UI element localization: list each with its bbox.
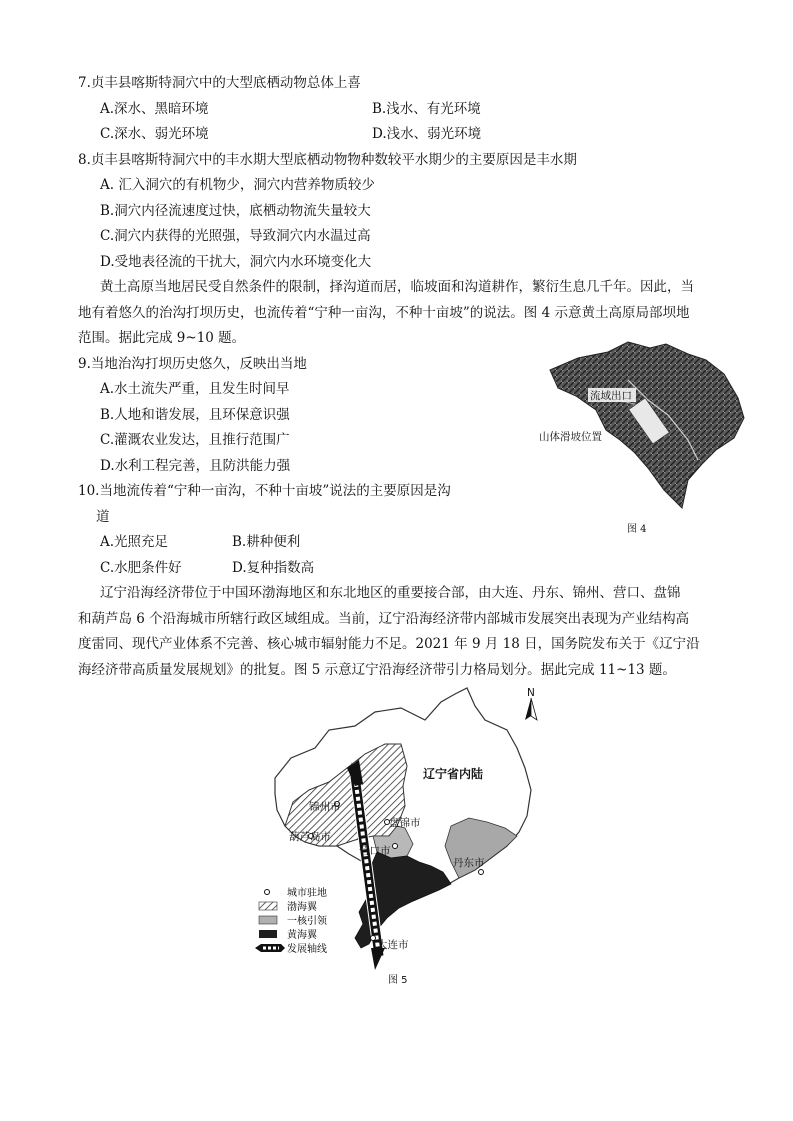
q7-stem: 7.贞丰县喀斯特洞穴中的大型底栖动物总体上喜 <box>78 75 361 91</box>
legend-huanghai: 黄海翼 <box>287 930 317 941</box>
q8-option-d: D.受地表径流的干扰大，洞穴内水环境变化大 <box>100 254 372 270</box>
legend-core: 一核引领 <box>287 916 327 927</box>
figure-4 <box>538 340 748 510</box>
q10-option-a: A.光照充足 <box>100 534 169 550</box>
q8-option-b: B.洞穴内径流速度过快，底栖动物流失量较大 <box>100 203 371 219</box>
fig5-label-jinzhou: 锦州市 <box>309 801 341 813</box>
fig5-legend <box>255 886 328 955</box>
q7-option-d: D.浅水、弱光环境 <box>372 126 482 142</box>
q9-option-c: C.灌溉农业发达，且推行范围广 <box>100 432 290 448</box>
passage2-line3: 范围。据此完成 9~10 题。 <box>78 330 246 346</box>
fig5-label-yingkou: 营口市 <box>359 845 391 857</box>
q10-option-b: B.耕种便利 <box>232 534 301 550</box>
fig4-label-outlet: 流域出口 <box>590 390 632 402</box>
q7-option-a: A.深水、黑暗环境 <box>100 101 209 117</box>
fig5-label-huludao: 葫芦岛市 <box>289 831 331 843</box>
legend-axis: 发展轴线 <box>287 944 327 955</box>
passage3-line3: 度雷同、现代产业体系不完善、核心城市辐射能力不足。2021 年 9 月 18 日，国务院发布关于《辽宁沿 <box>78 636 700 652</box>
passage3-line2: 和葫芦岛 6 个沿海城市所辖行政区域组成。当前，辽宁沿海经济带内部城市发展突出表现为产业结构高 <box>78 611 690 627</box>
fig4-relief-map <box>538 340 748 510</box>
q10-option-d: D.复种指数高 <box>232 560 315 576</box>
legend-city: 城市驻地 <box>287 888 327 899</box>
fig5-label-inland: 辽宁省内陆 <box>423 767 484 781</box>
q9-stem: 9.当地治沟打坝历史悠久，反映出当地 <box>78 356 307 372</box>
fig5-city-marker-dalian <box>371 936 376 941</box>
q7-option-c: C.深水、弱光环境 <box>100 126 209 142</box>
passage2-line1: 黄土高原当地居民受自然条件的限制，择沟道而居，临坡面和沟道耕作，繁衍生息几千年。因此，当 <box>100 279 694 295</box>
figure-5 <box>255 686 555 976</box>
q9-option-a: A.水土流失严重，且发生时间早 <box>100 381 290 397</box>
q8-option-c: C.洞穴内获得的光照强，导致洞穴内水温过高 <box>100 228 371 244</box>
passage3-line4: 海经济带高质量发展规划》的批复。图 5 示意辽宁沿海经济带引力格局划分。据此完成 11~13 题。 <box>78 662 676 678</box>
fig5-caption: 图 5 <box>388 975 408 986</box>
passage3-line1: 辽宁沿海经济带位于中国环渤海地区和东北地区的重要接合部，由大连、丹东、锦州、营口、盘锦 <box>100 585 681 601</box>
fig5-city-marker-yingkou <box>393 844 398 849</box>
q10-stem-line1: 10.当地流传着“宁种一亩沟，不种十亩坡”说法的主要原因是沟 <box>78 483 451 499</box>
passage2-line2: 地有着悠久的治沟打坝历史，也流传着“宁种一亩沟，不种十亩坡”的说法。图 4 示意黄土高原局部坝地 <box>78 305 690 321</box>
fig5-label-dalian: 大连市 <box>377 939 409 951</box>
q7-option-b: B.浅水、有光环境 <box>372 101 481 117</box>
svg-text:N: N <box>527 687 535 699</box>
fig4-caption: 图 4 <box>627 524 647 535</box>
legend-bohai: 渤海翼 <box>287 902 317 913</box>
fig4-label-slide: 山体滑坡位置 <box>539 431 602 443</box>
q10-stem-line2: 道 <box>96 509 110 525</box>
fig5-liaoning-map <box>255 686 555 976</box>
q8-option-a: A. 汇入洞穴的有机物少，洞穴内营养物质较少 <box>100 177 375 193</box>
q9-option-b: B.人地和谐发展，且环保意识强 <box>100 407 290 423</box>
fig5-north-arrow <box>525 687 537 720</box>
q8-stem: 8.贞丰县喀斯特洞穴中的丰水期大型底栖动物物种数较平水期少的主要原因是丰水期 <box>78 152 577 168</box>
q10-option-c: C.水肥条件好 <box>100 560 182 576</box>
q9-option-d: D.水利工程完善，且防洪能力强 <box>100 458 291 474</box>
fig5-city-marker-dandong <box>479 870 484 875</box>
fig5-label-dandong: 丹东市 <box>453 857 485 869</box>
fig5-label-panjin: 盘锦市 <box>389 817 421 829</box>
